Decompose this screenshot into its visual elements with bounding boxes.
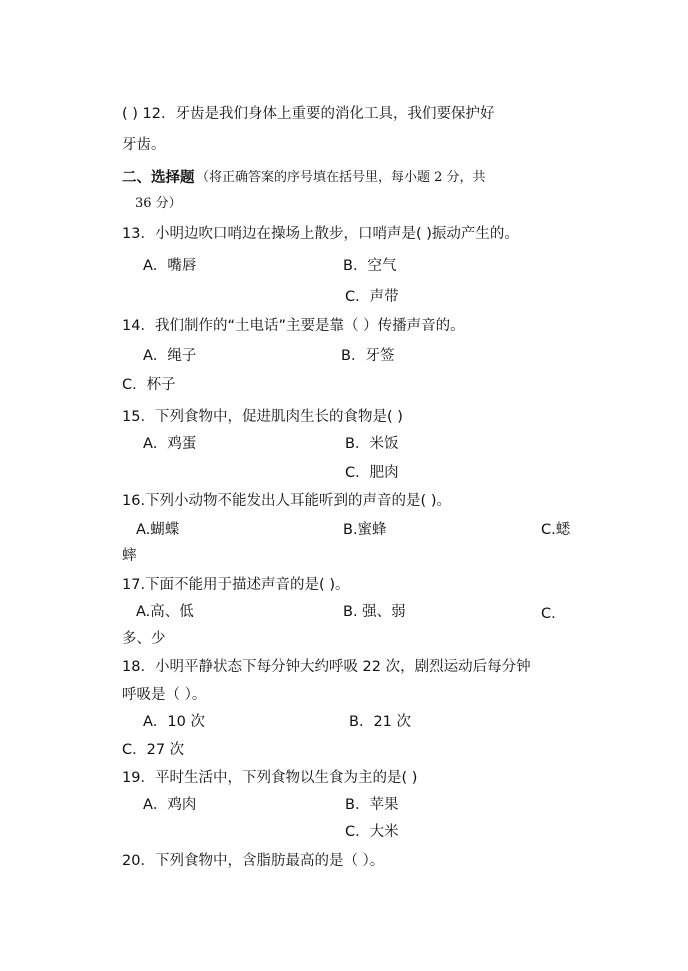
q14-option-b: B．牙签: [341, 348, 395, 364]
question-16: 16.下列小动物不能发出人耳能听到的声音的是( )。: [122, 493, 451, 509]
q14-option-c: C．杯子: [122, 377, 176, 393]
question-12-line-1: ( ) 12．牙齿是我们身体上重要的消化工具，我们要保护好: [122, 106, 495, 122]
q17-option-c-cont: 多、少: [122, 631, 166, 647]
q18-option-a: A．10 次: [143, 714, 205, 730]
q17-option-b: B. 强、弱: [343, 604, 406, 620]
q19-option-c: C．大米: [345, 824, 399, 840]
question-12-line-2: 牙齿。: [122, 137, 166, 153]
q16-option-b: B.蜜蜂: [343, 522, 387, 538]
section-note-cont: 36 分）: [135, 196, 182, 211]
q13-option-a: A．嘴唇: [143, 258, 197, 274]
q16-option-c-cont: 蟀: [122, 548, 137, 564]
question-18-line-1: 18．小明平静状态下每分钟大约呼吸 22 次，剧烈运动后每分钟: [122, 659, 531, 675]
q15-option-b: B．米饭: [345, 436, 399, 452]
question-17: 17.下面不能用于描述声音的是( )。: [122, 577, 350, 593]
question-20: 20．下列食物中，含脂肪最高的是（ ）。: [122, 853, 385, 869]
q17-option-a: A.高、低: [136, 604, 194, 620]
section-note: （将正确答案的序号填在括号里，每小题 2 分，共: [196, 170, 486, 185]
q18-option-c: C．27 次: [122, 742, 185, 758]
q14-option-a: A．绳子: [143, 348, 197, 364]
q17-option-c: C.: [541, 606, 556, 622]
question-13: 13．小明边吹口哨边在操场上散步，口哨声是( )振动产生的。: [122, 226, 519, 242]
q16-option-c: C.蟋: [541, 522, 571, 538]
section-title: 二、选择题: [122, 170, 195, 186]
question-14: 14．我们制作的“土电话”主要是靠（ ）传播声音的。: [122, 318, 465, 334]
q15-option-a: A．鸡蛋: [143, 436, 197, 452]
q13-option-c: C．声带: [345, 289, 399, 305]
question-19: 19．平时生活中，下列食物以生食为主的是( ): [122, 770, 418, 786]
q13-option-b: B．空气: [343, 258, 397, 274]
q19-option-b: B．苹果: [345, 797, 399, 813]
question-15: 15．下列食物中，促进肌肉生长的食物是( ): [122, 409, 403, 425]
q16-option-a: A.蝴蝶: [136, 522, 180, 538]
q18-option-b: B．21 次: [349, 714, 412, 730]
q15-option-c: C．肥肉: [345, 465, 399, 481]
q19-option-a: A．鸡肉: [143, 797, 197, 813]
question-18-line-2: 呼吸是（ ）。: [122, 687, 207, 703]
